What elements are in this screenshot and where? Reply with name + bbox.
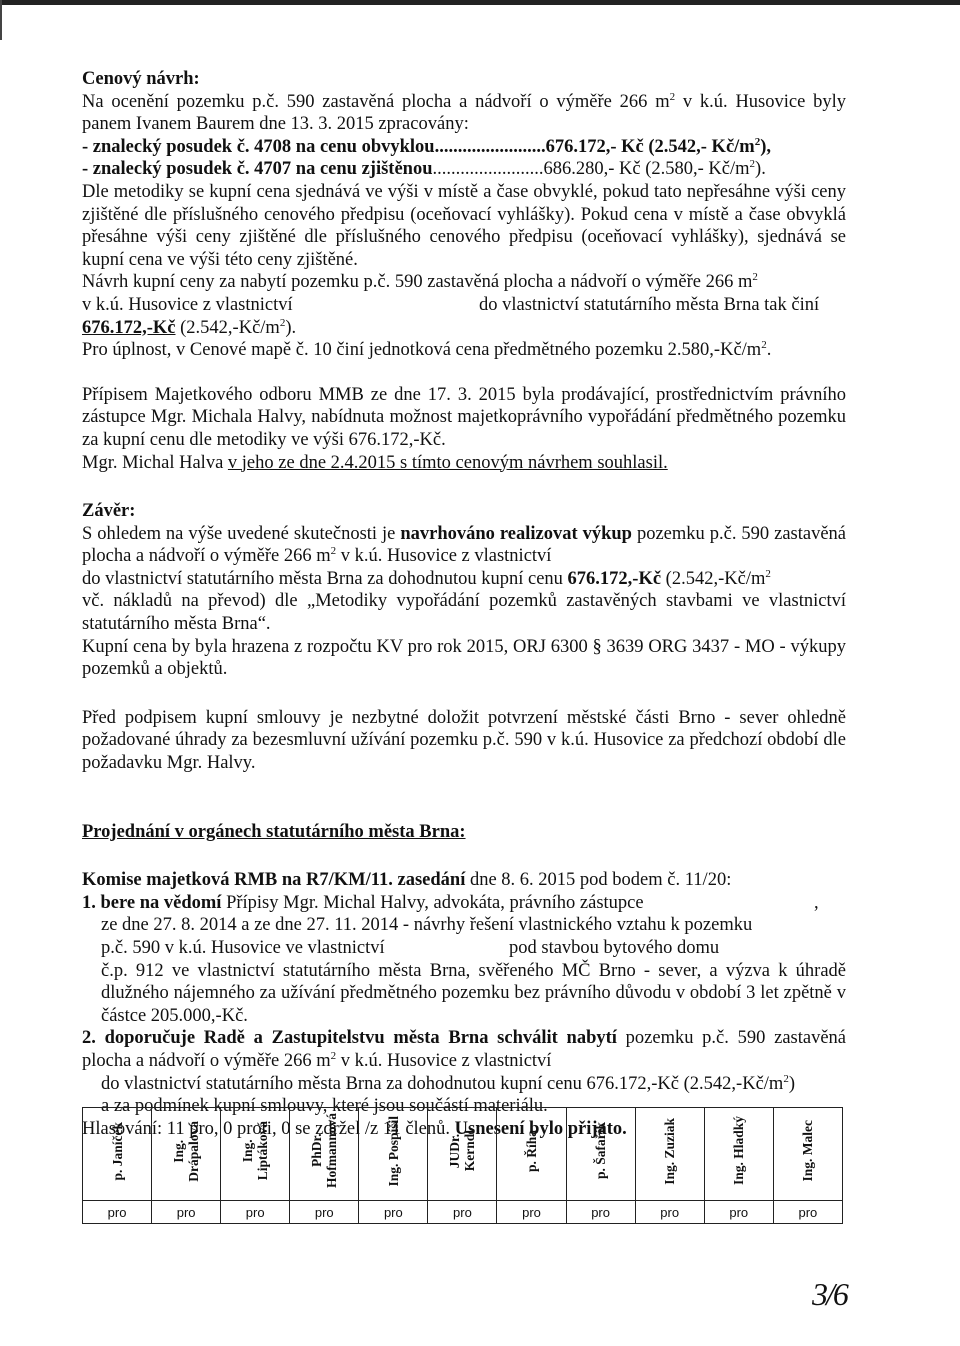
zaver-heading: Závěr: (82, 501, 136, 522)
voting-member-name: p. Říha (524, 1129, 539, 1173)
voting-member-name: Ing. Malec (800, 1120, 816, 1182)
item2-line4: a za podmínek kupní smlouvy, které jsou součástí materiálu. (101, 1096, 548, 1117)
voting-member-cell (635, 1108, 704, 1201)
voting-member-name: p. Šafařík (593, 1122, 609, 1180)
scan-border-left (0, 0, 2, 40)
voting-member-vote: pro (704, 1201, 773, 1224)
halva-line: Mgr. Michal Halva v jeho ze dne 2.4.2015 s tímto cenovým návrhem souhlasil. (82, 452, 668, 473)
voting-member-vote: pro (566, 1201, 635, 1224)
posudek-1: - znalecký posudek č. 4708 na cenu obvyklou........................676.172,- Kč (2.542,- $Kč/m^2$), (82, 135, 772, 157)
voting-member-name: Ing. Pospíšil (385, 1115, 401, 1187)
voting-member-cell (221, 1108, 290, 1201)
voting-table (82, 1107, 843, 1224)
voting-member-vote: pro (221, 1201, 290, 1224)
voting-member-cell (704, 1108, 773, 1201)
projednani-heading: Projednání v orgánech statutárního města Brna: (82, 821, 466, 842)
voting-member-cell (290, 1108, 359, 1201)
zaver-p5: Před podpisem kupní smlouvy je nezbytné doložit potvrzení městské části Brno - sever ohledně požadované úhrady za bezesmluvní užívání pozemku p.č. 590 v k.ú. Husovice za předchozí období dle požadavku Mgr. Halvy. (82, 707, 846, 774)
voting-member-name: Ing. Hladký (731, 1116, 747, 1186)
voting-member-cell (497, 1108, 566, 1201)
uplnost-line: Pro úplnost, v Cenové mapě č. 10 činí jednotková cena předmětného pozemku $2.580,-Kč/m^2$. (82, 338, 772, 361)
zaver-p3: vč. nákladů na převod) dle „Metodiky vypořádání pozemků zastavěných stavbami ve vlastnictví statutárního města Brna“. (82, 591, 846, 635)
voting-member-vote: pro (83, 1201, 152, 1224)
item1-line4: č.p. 912 ve vlastnictví statutárního města Brna, svěřeného MČ Brno - sever, a výzva k úhradě dlužného nájemného za užívání předmětného pozemku bez právního důvodu v období 3 let zpětně v částce 205.000,-Kč. (101, 960, 846, 1026)
voting-member-vote: pro (152, 1201, 221, 1224)
komise-line: Komise majetková RMB na R7/KM/11. zasedání dne 8. 6. 2015 pod bodem č. 11/20: (82, 870, 732, 891)
voting-member-cell (152, 1108, 221, 1201)
metodika-paragraph: Dle metodiky se kupní cena sjednává ve výši v místě a čase obvyklé, pokud tato nepřesáhne výši ceny zjištěné dle příslušného cenového předpisu (oceňovací vyhlášky). Pokud cena v místě a čase obvyklá přesáhne výši ceny zjištěné dle příslušného cenového předpisu (oceňovací vyhlášky), sjednává se kupní cena ve výši této ceny zjištěné. (82, 181, 846, 270)
voting-member-cell (83, 1108, 152, 1201)
voting-member-cell (773, 1108, 842, 1201)
voting-member-name: p. Janíček (109, 1121, 125, 1181)
item1-line3: p.č. 590 v k.ú. Husovice ve vlastnictví pod stavbou bytového domu (101, 938, 720, 958)
voting-member-vote: pro (428, 1201, 497, 1224)
document-body (82, 68, 846, 1140)
voting-member-name: Ing. Drápalová (171, 1120, 202, 1182)
voting-names-row (83, 1108, 843, 1201)
page-number: 3/6 (812, 1276, 847, 1312)
item1-line2: ze dne 27. 8. 2014 a ze dne 27. 11. 2014 - návrhy řešení vlastnického vztahu k pozemku (101, 915, 753, 936)
voting-member-vote: pro (497, 1201, 566, 1224)
item2-line1: 2. doporučuje Radě a Zastupitelstvu města Brna schválit nabytí pozemku p.č. 590 zastavěná plocha a nádvoří o výměře 266 $m^2$ v k.ú. Husovice z vlastnictví (82, 1028, 846, 1071)
voting-member-name: Ing. Zuziak (662, 1117, 678, 1185)
voting-member-vote: pro (635, 1201, 704, 1224)
zaver-p4: Kupní cena by byla hrazena z rozpočtu KV pro rok 2015, ORJ 6300 § 3639 ORG 3437 - MO - výkupy pozemků a objektů. (82, 636, 846, 680)
item1-line1: 1. bere na vědomí Přípisy Mgr. Michal Halvy, advokáta, právního zástupce , (82, 892, 819, 913)
scan-border-top (0, 0, 960, 5)
voting-member-cell (566, 1108, 635, 1201)
voting-member-vote: pro (359, 1201, 428, 1224)
zaver-p2: do vlastnictví statutárního města Brna za dohodnutou kupní cenu 676.172,-Kč ($2.542,-Kč/m^2$ (82, 567, 771, 589)
voting-results-row (83, 1201, 843, 1224)
voting-member-cell (359, 1108, 428, 1201)
cenovy-heading: Cenový návrh: (82, 69, 200, 89)
voting-member-name: JUDr. Kerndl (447, 1130, 478, 1172)
voting-member-cell (428, 1108, 497, 1201)
item2-line3: do vlastnictví statutárního města Brna za dohodnutou kupní cenu 676.172,-Kč $(2.542,-Kč/m^2)$ (101, 1072, 795, 1094)
voting-member-name: Ing. Liptáková (240, 1121, 271, 1181)
voting-member-name: PhDr. Hofmannová (309, 1113, 340, 1189)
zaver-p1: S ohledem na výše uvedené skutečnosti je navrhováno realizovat výkup pozemku p.č. 590 zastavěná plocha a nádvoří o výměře 266 $m^2$ v k.ú. Husovice z vlastnictví (82, 523, 847, 567)
navrh-line-2: v k.ú. Husovice z vlastnictví do vlastnictví statutárního města Brna tak činí (82, 294, 820, 315)
posudek-2: - znalecký posudek č. 4707 na cenu zjištěnou........................686.280,- Kč (2.580,- $Kč/m^2$). (82, 158, 766, 180)
voting-member-vote: pro (773, 1201, 842, 1224)
voting-member-vote: pro (290, 1201, 359, 1224)
navrh-line-1: Návrh kupní ceny za nabytí pozemku p.č. 590 zastavěná plocha a nádvoří o výměře 266 $m^2$ (82, 271, 758, 293)
navrh-price: 676.172,-Kč $(2.542,-Kč/m^2)$. (82, 316, 297, 338)
cenovy-intro: Na ocenění pozemku p.č. 590 zastavěná plocha a nádvoří o výměře 266 $m^2$ v k.ú. Husovice byly panem Ivanem Baurem dne 13. 3. 2015 zpracovány: (82, 90, 846, 135)
pripis-paragraph: Přípisem Majetkového odboru MMB ze dne 17. 3. 2015 byla prodávající, prostřednictvím právního zástupce Mgr. Michala Halvy, nabídnuta možnost majetkoprávního vypořádání předmětného pozemku za kupní cenu dle metodiky ve výši 676.172,-Kč. (82, 384, 846, 450)
hlasovani-line: Hlasování: 11 pro, 0 proti, 0 se zdržel /z 11 členů. Usnesení bylo přijato. (82, 1118, 627, 1139)
